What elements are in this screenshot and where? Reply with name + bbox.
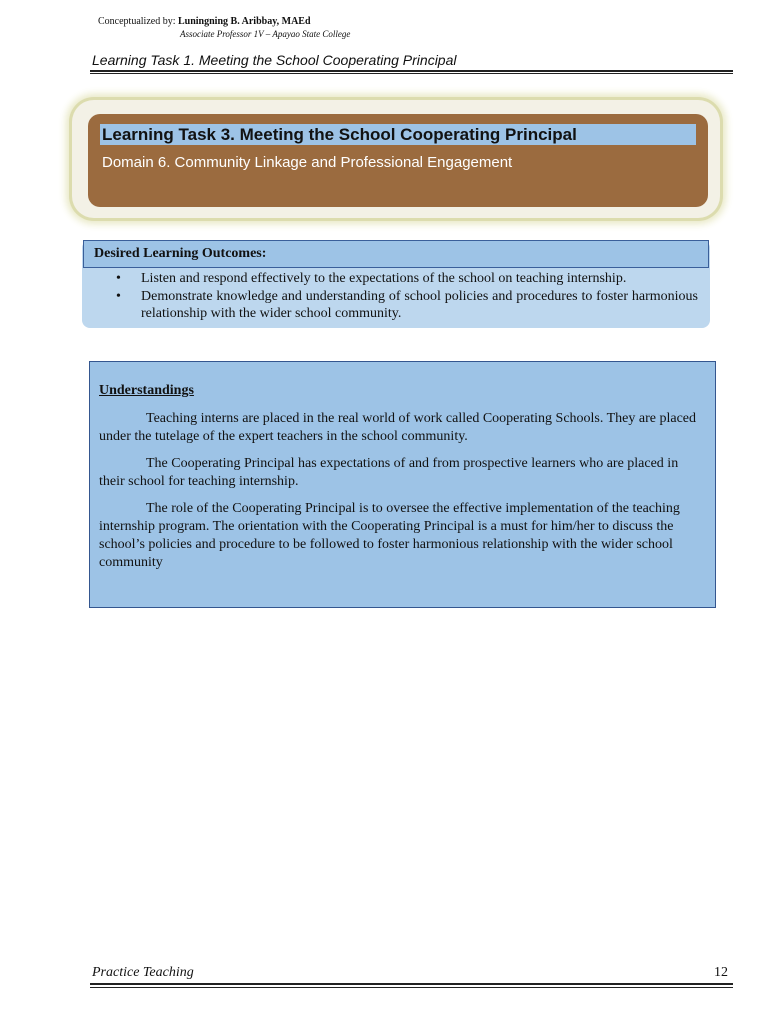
running-header-title: Learning Task 1. Meeting the School Cooperating Principal xyxy=(92,52,457,68)
task-domain: Domain 6. Community Linkage and Professional Engagement xyxy=(102,154,513,171)
learning-outcomes-heading: Desired Learning Outcomes: xyxy=(83,240,709,268)
footer-rule-thick xyxy=(90,983,733,985)
understandings-paragraph: Teaching interns are placed in the real world of work called Cooperating Schools. They are placed under the tutelage of the expert teachers in the school community. xyxy=(99,411,696,444)
outcome-item: • Demonstrate knowledge and understanding of school policies and procedures to foster harmonious relationship with the wider school community. xyxy=(108,288,698,322)
footer-course-label: Practice Teaching xyxy=(92,965,194,980)
author-credit xyxy=(98,16,350,40)
header-rule-thick xyxy=(90,70,733,72)
understandings-paragraph: The role of the Cooperating Principal is to oversee the effective implementation of the teaching internship program. The orientation with the Cooperating Principal is a must for him/her to discuss the school’s policies and procedure to be followed to foster harmonious relationship with the wider school community xyxy=(99,501,680,570)
credit-name: Luningning B. Aribbay, MAEd xyxy=(177,16,311,27)
understandings-paragraph: The Cooperating Principal has expectations of and from prospective learners who are placed in their school for teaching internship. xyxy=(99,456,679,489)
credit-role: Associate Professor 1V – Apayao State College xyxy=(180,29,351,39)
outcome-item: • Listen and respond effectively to the expectations of the school on teaching internship. xyxy=(108,270,698,287)
task-title: Learning Task 3. Meeting the School Cooperating Principal xyxy=(102,125,577,144)
credit-label: Conceptualized by: xyxy=(98,16,178,27)
understandings-box xyxy=(89,361,716,608)
header-rule-thin xyxy=(90,73,733,74)
page-number: 12 xyxy=(714,965,728,980)
footer-rule-thin xyxy=(90,987,733,988)
learning-outcomes-list xyxy=(108,270,698,323)
understandings-heading: Understandings xyxy=(99,383,194,398)
